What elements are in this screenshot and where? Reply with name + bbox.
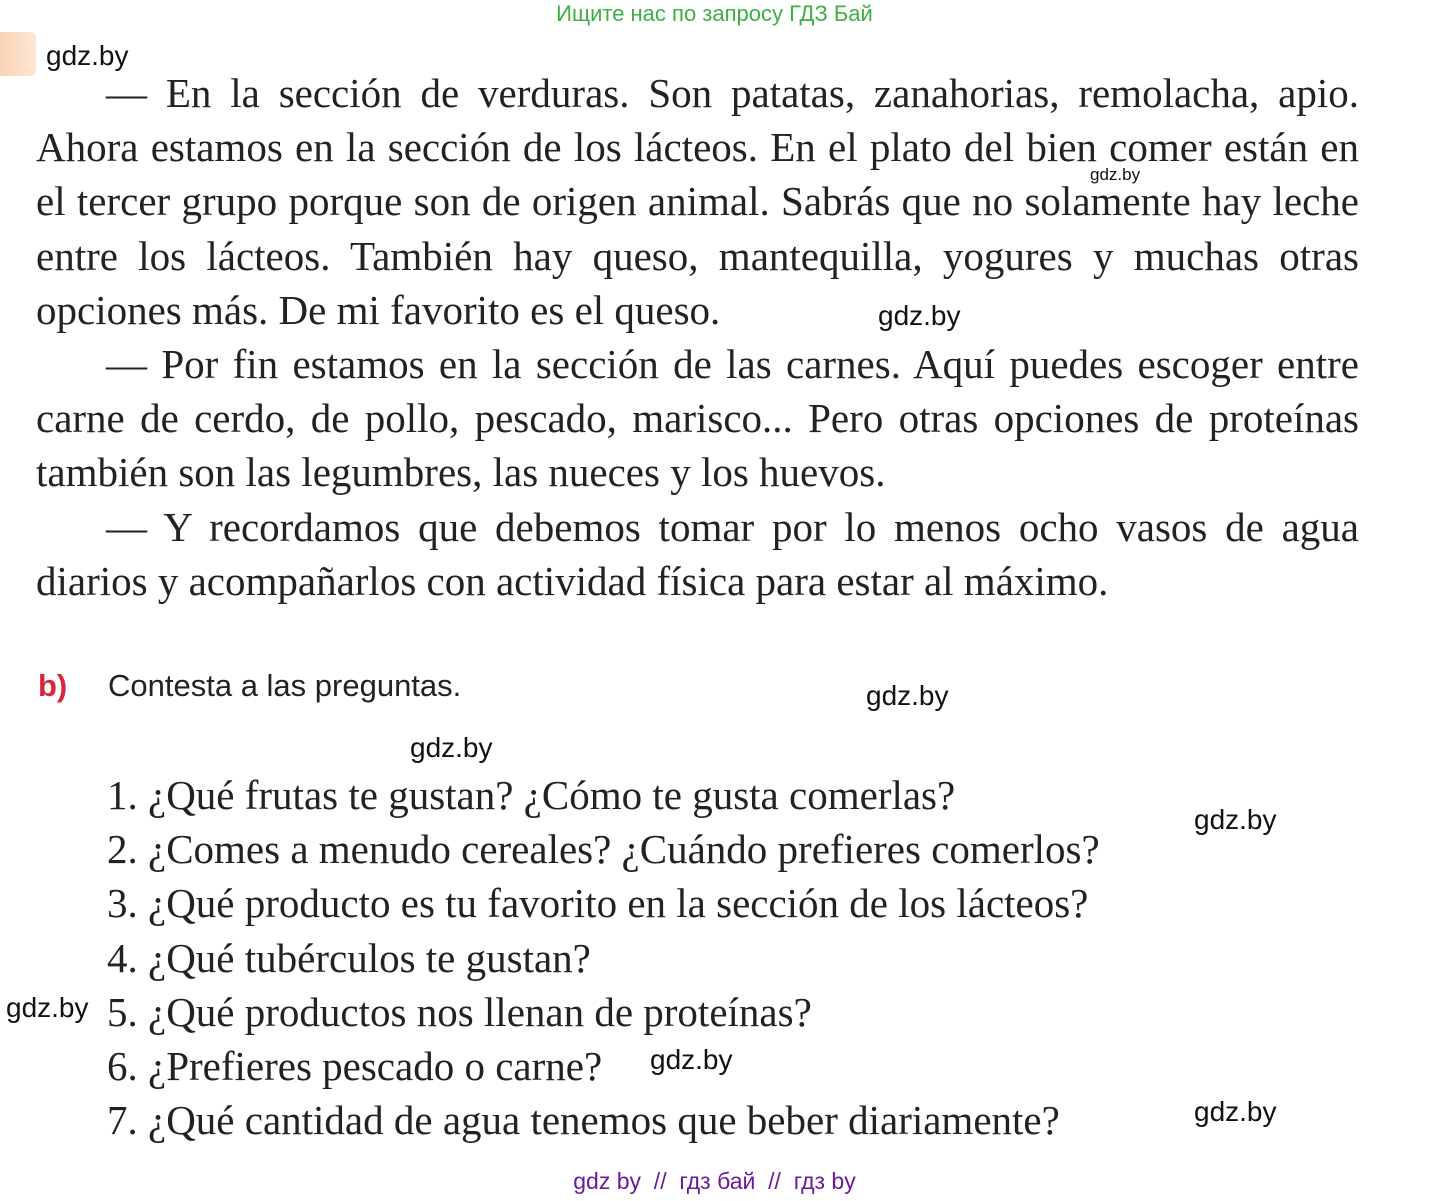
watermark: gdz.by <box>866 680 949 711</box>
question-item: 4. ¿Qué tubérculos te gustan? <box>107 934 591 981</box>
watermark: gdz.by <box>650 1044 733 1075</box>
passage-paragraph: — Y recordamos que debemos tomar por lo menos ocho vasos de agua diarios y acompañarlos con actividad física para estar al máximo. <box>36 503 1359 604</box>
task-letter: b) <box>38 668 68 703</box>
watermark: gdz.by <box>46 40 129 71</box>
footer-links: gdz by // гдз бай // гдз by <box>573 1168 856 1194</box>
watermark: gdz.by <box>410 732 493 763</box>
task-instruction: Contesta a las preguntas. <box>108 668 462 703</box>
page-corner-tab <box>0 32 36 76</box>
question-item: 7. ¿Qué cantidad de agua tenemos que beber diariamente? <box>107 1097 1060 1144</box>
question-item: 3. ¿Qué producto es tu favorito en la sección de los lácteos? <box>107 880 1089 927</box>
question-item: 1. ¿Qué frutas te gustan? ¿Cómo te gusta comerlas? <box>107 772 956 818</box>
passage-paragraph: — En la sección de verduras. Son patatas, zanahorias, remolacha, apio. Ahora estamos en la sección de los lácteos. En el plato del bien comer están en el tercer grupo porque son de origen animal. Sabrás que no solamente hay leche entre los lácteos. También hay queso, mantequilla, yogures y muchas otras opciones más. De mi favorito es el queso. <box>36 70 1359 333</box>
question-item: 5. ¿Qué productos nos llenan de proteínas? <box>107 988 812 1035</box>
reading-passage <box>36 66 1359 608</box>
watermark: gdz.by <box>1090 165 1141 184</box>
watermark: gdz.by <box>6 992 89 1023</box>
task-heading <box>38 668 461 704</box>
watermark: gdz.by <box>878 300 961 331</box>
watermark: gdz.by <box>1194 1096 1277 1127</box>
watermark: gdz.by <box>1194 804 1277 835</box>
search-banner: Ищите нас по запросу ГДЗ Бай <box>556 1 873 26</box>
question-item: 2. ¿Comes a menudo cereales? ¿Cuándo prefieres comerlos? <box>107 826 1100 873</box>
question-item: 6. ¿Prefieres pescado o carne? <box>107 1043 603 1090</box>
passage-paragraph: — Por fin estamos en la sección de las carnes. Aquí puedes escoger entre carne de cerdo, de pollo, pescado, marisco... Pero otras opciones de proteínas también son las legumbres, las nueces y los huevos. <box>36 341 1359 496</box>
question-list <box>107 768 1100 1147</box>
